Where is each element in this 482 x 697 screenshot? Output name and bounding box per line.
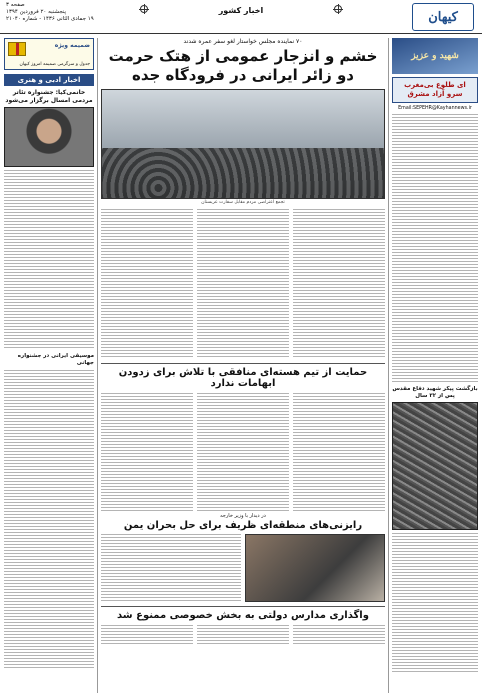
story-columns <box>101 393 385 511</box>
photo-story-text <box>392 533 478 673</box>
story-text <box>197 625 289 645</box>
banner-title: ضمیمه ویژه <box>54 42 90 49</box>
page-date: پنجشنبه ۲۰ فروردین ۱۳۹۴ <box>6 9 67 15</box>
column-banner: شهید و عزیز <box>392 38 478 74</box>
main-column <box>101 38 385 693</box>
banner-text: جدول و سرگرمی ضمیمه امروز کیهان <box>19 61 90 67</box>
supplement-banner[interactable] <box>4 38 94 70</box>
story-text <box>293 209 385 359</box>
story-text <box>197 393 289 511</box>
gift-icon <box>8 42 26 56</box>
crowd-image <box>102 148 384 198</box>
story-kicker: در دیدار با وزیر خارجه <box>220 513 266 519</box>
newspaper-logo[interactable]: کیهان <box>412 3 474 31</box>
story-headline: رایزنی‌های منطقه‌ای ظریف برای حل بحران یمن <box>123 520 363 531</box>
photo-caption: تجمع اعتراضی مردم مقابل سفارت عربستان <box>201 200 285 205</box>
main-headline: خشم و انزجار عمومی از هتک حرمت دو زائر ایرانی در فرودگاه جده <box>108 47 378 84</box>
portrait-photo <box>4 107 94 167</box>
story-columns <box>101 625 385 645</box>
right-column <box>388 38 478 693</box>
story-text <box>293 393 385 511</box>
column-subhead: ای طلوع بی‌مغرب سرو آزاد مشرق <box>392 77 478 103</box>
headline-kicker: ۷۰ نماینده مجلس خواستار لغو سفر عمره شدند <box>183 38 303 45</box>
story-subhead: موسیقی ایرانی در جشنواره جهانی <box>17 353 94 366</box>
story-text <box>197 209 289 359</box>
funeral-photo <box>392 402 478 530</box>
page-info <box>6 2 94 23</box>
column-body-text <box>392 114 478 382</box>
masthead <box>0 0 482 34</box>
story-text <box>4 170 94 350</box>
story-text <box>293 625 385 645</box>
story-headline: واگذاری مدارس دولتی به بخش خصوصی ممنوع شد <box>101 606 385 621</box>
page-issue: ۱۹ جمادی الثانی ۱۴۳۶ - شماره ۲۱۰۴۰ <box>6 16 94 22</box>
story-text <box>101 209 193 359</box>
protest-photo <box>101 89 385 199</box>
page-number: صفحه ۳ <box>6 2 25 8</box>
column-email[interactable]: Email:SEPEHR@Kayhannews.ir <box>398 106 472 111</box>
story-text <box>101 534 241 602</box>
story-columns <box>101 534 385 602</box>
left-column <box>4 38 98 693</box>
section-title: اخبار کشور <box>218 6 264 15</box>
story-text <box>4 370 94 670</box>
meeting-photo <box>245 534 385 602</box>
story-text <box>101 393 193 511</box>
photo-headline: بازگشت پیکر شهید دفاع مقدس پس از ۳۲ سال <box>392 386 478 399</box>
story-headline: حمایت از تیم هسته‌ای منافقی با تلاش برای زدودن ابهامات ندارد <box>101 363 385 389</box>
story-headline: خانمی‌کیا: جشنواره تئاتر مردمی امسال برگزار می‌شود <box>5 89 93 104</box>
story-columns <box>101 209 385 359</box>
story-text <box>101 625 193 645</box>
section-label: اخبار ادبی و هنری <box>4 74 94 86</box>
